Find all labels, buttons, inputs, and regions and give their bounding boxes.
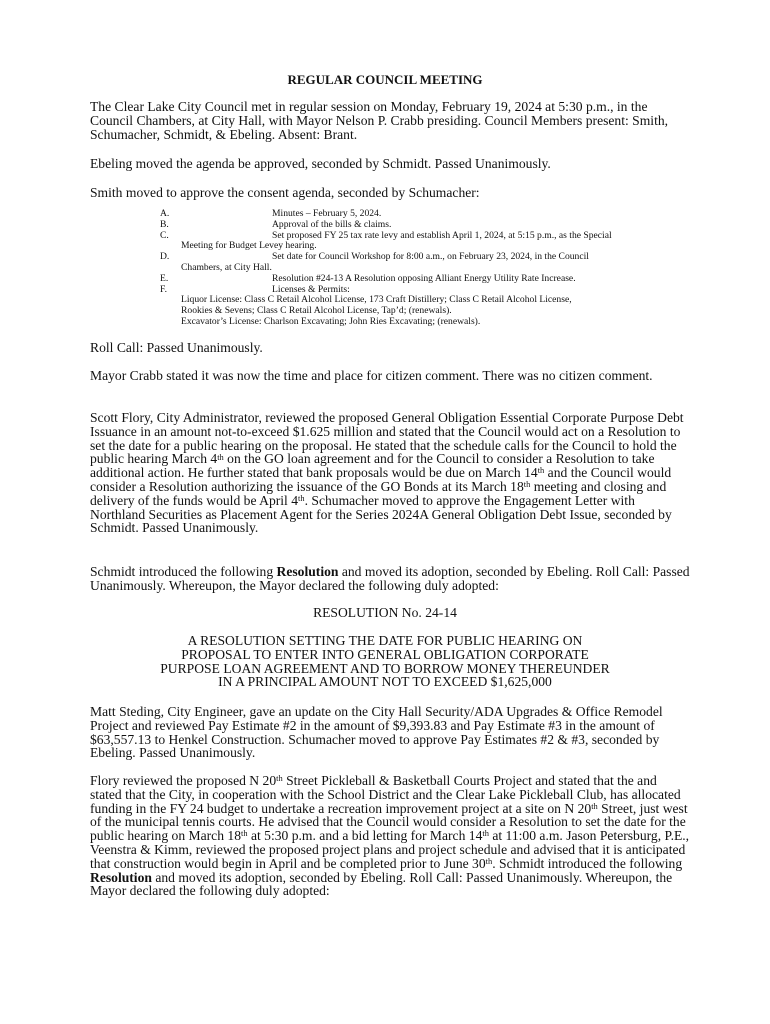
debt-issuance-paragraph: Scott Flory, City Administrator, reviewed the proposed General Obligation Essential Corporate Purpose Debt Issuance in an amount not-to-exceed $1.625 million and stated that the Council would act on a Resolution to set the date for a public hearing on the proposal. He stated that the schedule calls for the Council to hold the public hearing March 4th on the GO loan agreement and for the Council to consider a Resolution to take additional action. He further stated that bank proposals would be due on March 14th and the Council would consider a Resolution authorizing the issuance of the GO Bonds at its March 18th meeting and closing and delivery of the funds would be April 4th. Schumacher moved to approve the Engagement Letter with Northland Securities as Placement Agent for the Series 2024A General Obligation Debt Issue, seconded by Schmidt. Passed Unanimously. bbox=[90, 410, 684, 536]
agenda-approval-paragraph: Ebeling moved the agenda be approved, seconded by Schmidt. Passed Unanimously. bbox=[90, 156, 551, 171]
agenda-item-text: Set proposed FY 25 tax rate levy and establish April 1, 2024, at 5:15 p.m., as the Special bbox=[272, 229, 612, 241]
meeting-intro-paragraph: The Clear Lake City Council met in regular session on Monday, February 19, 2024 at 5:30 p.m., in the Council Chambers, at City Hall, with Mayor Nelson P. Crabb presiding. Council Members present: Smith, Schumacher, Schmidt, & Ebeling. Absent: Brant. bbox=[90, 99, 669, 142]
agenda-item bbox=[160, 252, 680, 274]
agenda-item-letter: B. bbox=[160, 218, 169, 230]
page-title: REGULAR COUNCIL MEETING bbox=[287, 72, 483, 87]
agenda-item bbox=[160, 285, 680, 296]
agenda-item bbox=[160, 274, 680, 285]
agenda-item-letter: F. bbox=[160, 283, 167, 295]
resolution-title-line: IN A PRINCIPAL AMOUNT NOT TO EXCEED $1,625,000 bbox=[218, 674, 552, 690]
agenda-item-text: Set date for Council Workshop for 8:00 a.m., on February 23, 2024, in the Council bbox=[272, 251, 589, 263]
pay-estimate-paragraph: Matt Steding, City Engineer, gave an update on the City Hall Security/ADA Upgrades & Office Remodel Project and reviewed Pay Estimate #2 in the amount of $9,393.83 and Pay Estimate #3 in the amount of $63,557.13 to Henkel Construction. Schumacher moved to approve Pay Estimates #2 & #3, seconded by Ebeling. Passed Unanimously. bbox=[90, 704, 663, 761]
agenda-item bbox=[160, 231, 680, 253]
agenda-item-letter: E. bbox=[160, 272, 169, 284]
agenda-item-text: Approval of the bills & claims. bbox=[272, 218, 392, 230]
resolution-title bbox=[0, 634, 770, 689]
roll-call-paragraph: Roll Call: Passed Unanimously. bbox=[90, 340, 263, 355]
agenda-item-text: Licenses & Permits: bbox=[272, 283, 350, 295]
resolution-title-line: A RESOLUTION SETTING THE DATE FOR PUBLIC HEARING ON bbox=[187, 633, 583, 648]
consent-agenda-paragraph: Smith moved to approve the consent agenda, seconded by Schumacher: bbox=[90, 185, 480, 200]
consent-agenda-list bbox=[160, 209, 680, 328]
agenda-item-continuation: Meeting for Budget Levey hearing. bbox=[181, 240, 317, 252]
agenda-item-continuation: Chambers, at City Hall. bbox=[181, 261, 272, 273]
agenda-item-text: Resolution #24-13 A Resolution opposing Alliant Energy Utility Rate Increase. bbox=[272, 272, 576, 284]
agenda-item-letter: C. bbox=[160, 229, 169, 241]
license-line: Liquor License: Class C Retail Alcohol License, 173 Craft Distillery; Class C Retail Alcohol License, bbox=[181, 294, 572, 306]
license-line: Rookies & Sevens; Class C Retail Alcohol License, Tap’d; (renewals). bbox=[181, 305, 452, 317]
agenda-item-letter: D. bbox=[160, 251, 170, 263]
agenda-item-text: Minutes – February 5, 2024. bbox=[272, 208, 382, 219]
resolution-title-line: PROPOSAL TO ENTER INTO GENERAL OBLIGATION CORPORATE bbox=[181, 646, 589, 662]
resolution-title-line: PURPOSE LOAN AGREEMENT AND TO BORROW MONEY THEREUNDER bbox=[160, 660, 610, 676]
license-line: Excavator’s License: Charlson Excavating; John Ries Excavating; (renewals). bbox=[181, 315, 481, 327]
agenda-item-letter: A. bbox=[160, 208, 170, 219]
resolution-intro-paragraph: Schmidt introduced the following Resolution and moved its adoption, seconded by Ebeling. Roll Call: Passed Unanimously. Whereupon, the Mayor declared the following duly adopted: bbox=[90, 564, 690, 593]
citizen-comment-paragraph: Mayor Crabb stated it was now the time and place for citizen comment. There was no citizen comment. bbox=[90, 368, 653, 383]
agenda-item bbox=[160, 220, 680, 231]
resolution-number: RESOLUTION No. 24-14 bbox=[313, 605, 457, 620]
agenda-item bbox=[160, 209, 680, 220]
pickleball-project-paragraph: Flory reviewed the proposed N 20th Street Pickleball & Basketball Courts Project and stated that the and stated that the City, in cooperation with the School District and the Clear Lake Pickleball Club, has allocated funding in the FY 24 budget to undertake a recreation improvement project at a site on N 20th Street, just west of the municipal tennis courts. He advised that the Council would consider a Resolution to set the date for the public hearing on March 18th at 5:30 p.m. and a bid letting for March 14th at 11:00 a.m. Jason Petersburg, P.E., Veenstra & Kimm, reviewed the proposed project plans and project schedule and advised that it is anticipated that construction would begin in April and be completed prior to June 30th. Schmidt introduced the following Resolution and moved its adoption, seconded by Ebeling. Roll Call: Passed Unanimously. Whereupon, the Mayor declared the following duly adopted: bbox=[90, 773, 690, 899]
